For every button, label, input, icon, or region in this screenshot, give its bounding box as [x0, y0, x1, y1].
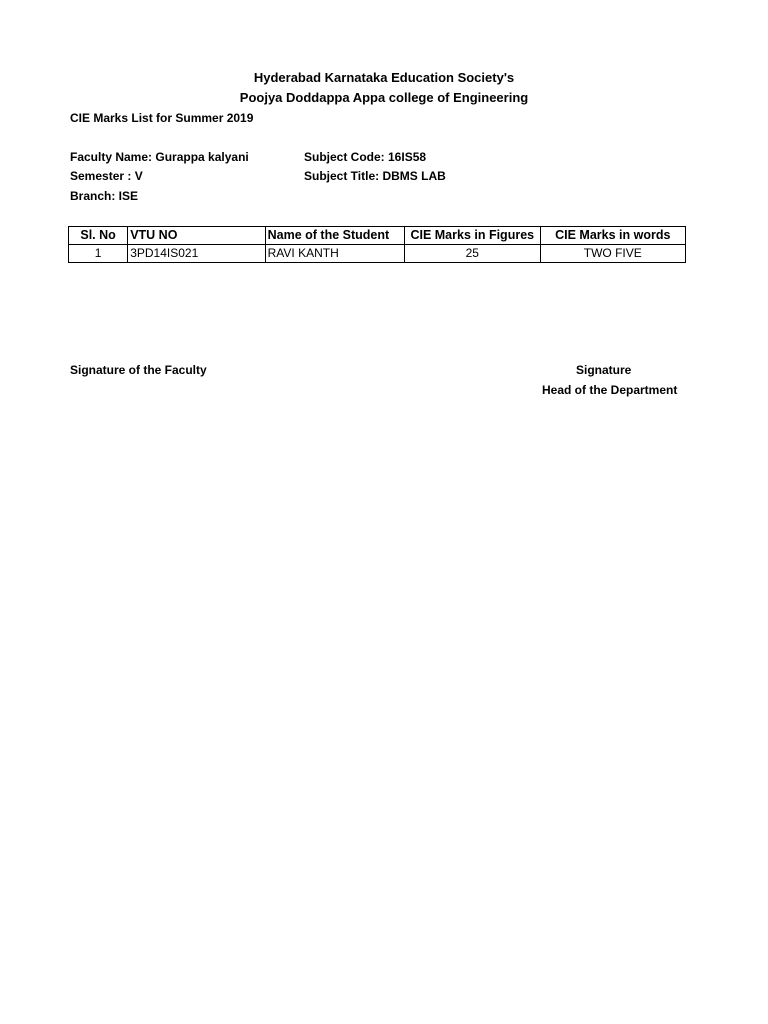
cell-marks-words: TWO FIVE [540, 245, 686, 263]
header-student-name: Name of the Student [265, 227, 404, 245]
society-name: Hyderabad Karnataka Education Society's [253, 70, 515, 85]
marks-list-title: CIE Marks List for Summer 2019 [70, 111, 254, 125]
faculty-name: Faculty Name: Gurappa kalyani [70, 150, 249, 164]
marks-table [68, 226, 686, 263]
hod-title: Head of the Department [542, 383, 678, 397]
hod-signature-label: Signature [576, 363, 632, 377]
branch: Branch: ISE [70, 189, 139, 203]
header-marks-words: CIE Marks in words [540, 227, 686, 245]
cell-student-name: RAVI KANTH [265, 245, 404, 263]
semester: Semester : V [70, 169, 143, 183]
subject-title: Subject Title: DBMS LAB [304, 169, 446, 183]
header-sl-no: Sl. No [69, 227, 128, 245]
table-row [69, 245, 686, 263]
cell-marks-figures: 25 [405, 245, 540, 263]
college-name: Poojya Doddappa Appa college of Engineering [239, 90, 529, 105]
cell-vtu-no: 3PD14IS021 [128, 245, 265, 263]
subject-code: Subject Code: 16IS58 [304, 150, 427, 164]
table-header-row [69, 227, 686, 245]
cell-sl-no: 1 [69, 245, 128, 263]
faculty-signature-label: Signature of the Faculty [70, 363, 207, 377]
header-vtu-no: VTU NO [128, 227, 265, 245]
header-marks-figures: CIE Marks in Figures [405, 227, 540, 245]
